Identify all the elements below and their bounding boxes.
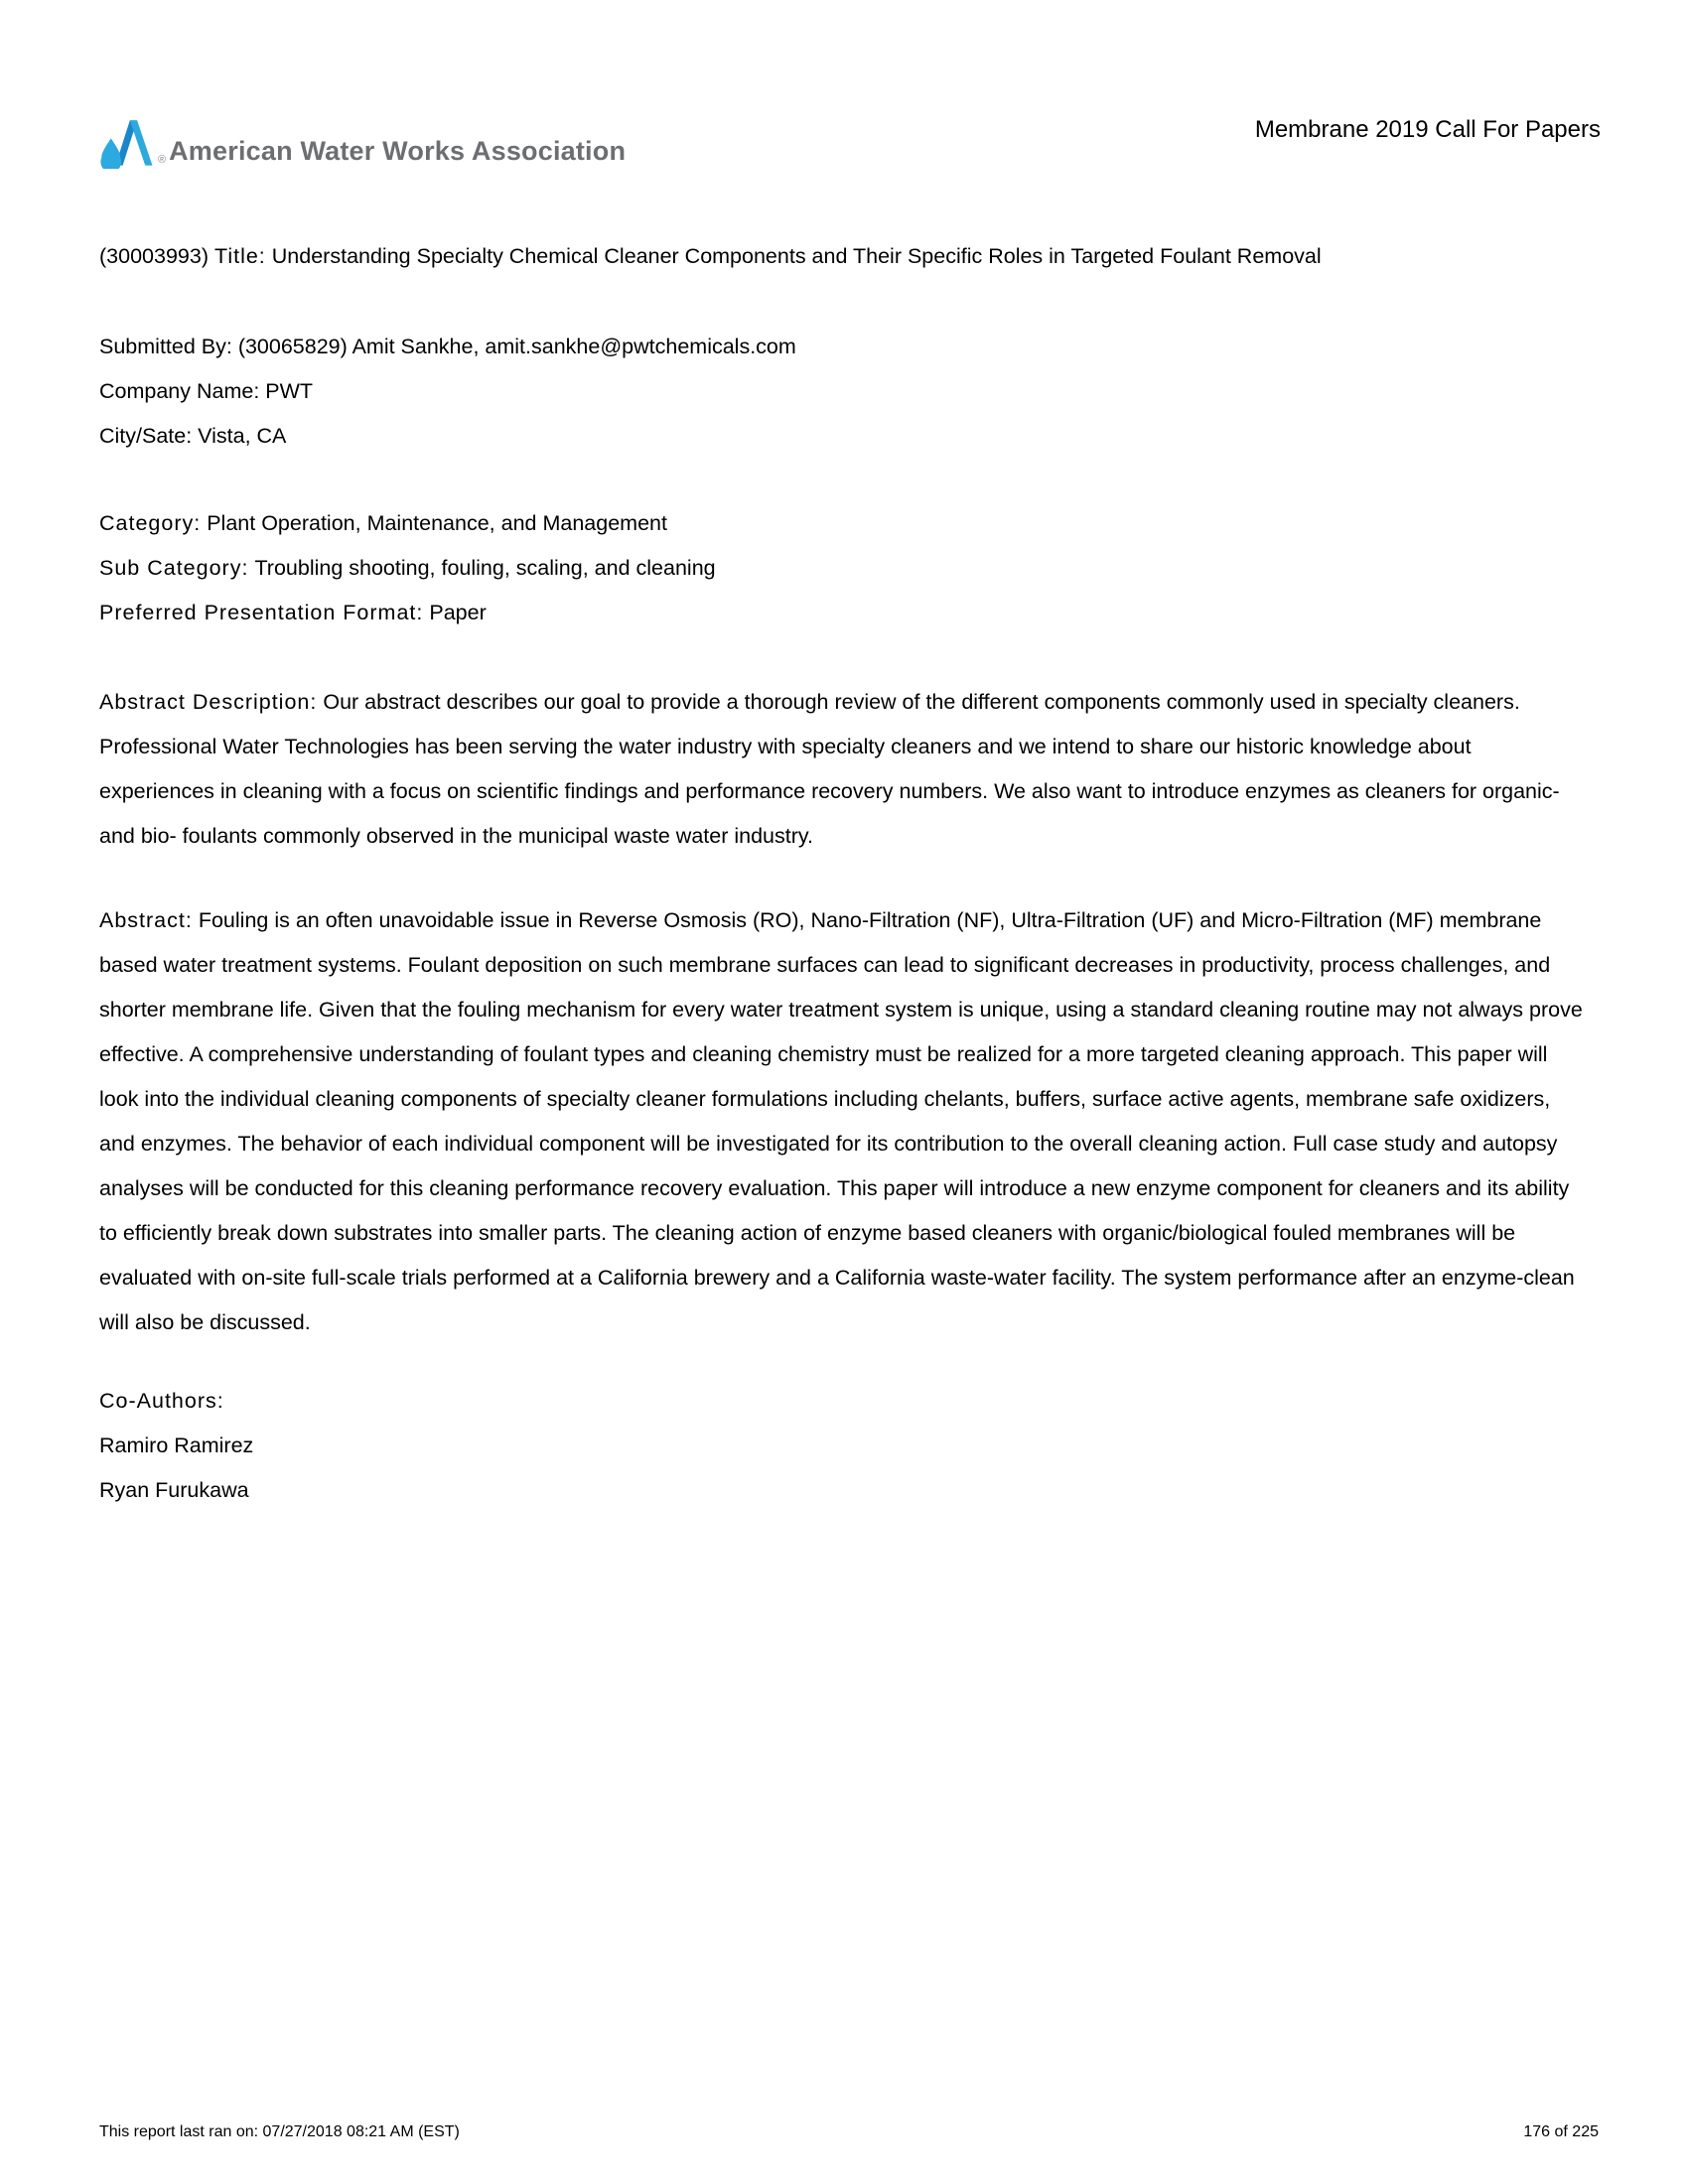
category-label: Category: <box>99 511 202 535</box>
category-line <box>99 501 716 546</box>
title-value: Understanding Specialty Chemical Cleaner Components and Their Specific Roles in Targeted Foulant Removal <box>271 244 1322 268</box>
report-title: Membrane 2019 Call For Papers <box>1254 116 1601 143</box>
category-block <box>99 501 716 635</box>
city-state-line: City/Sate: Vista, CA <box>99 424 287 448</box>
abstract-description-text: Our abstract describes our goal to provide a thorough review of the different components commonly used in specialty cleaners. Professional Water Technologies has been serving the water industry with specialty cleaners and we intend to share our historic knowledge about experiences in cleaning with a focus on scientific findings and performance recovery numbers. We also want to introduce enzymes as cleaners for organic- and bio- foulants commonly observed in the municipal waste water industry. <box>99 690 1560 848</box>
submitted-by-line: Submitted By: (30065829) Amit Sankhe, amit.sankhe@pwtchemicals.com <box>99 335 796 358</box>
abstract-description-label: Abstract Description: <box>99 690 318 714</box>
registered-mark: ® <box>158 154 167 166</box>
sub-category-value: Troubling shooting, fouling, scaling, and cleaning <box>254 556 716 580</box>
awwa-drop-icon <box>99 115 157 169</box>
footer-page-indicator: 176 of 225 <box>1523 2123 1599 2140</box>
co-author-name: Ramiro Ramirez <box>99 1433 254 1457</box>
preferred-format-value: Paper <box>429 601 487 624</box>
sub-category-label: Sub Category: <box>99 556 249 580</box>
co-authors-block <box>99 1379 253 1513</box>
preferred-format-line <box>99 591 716 635</box>
abstract-description-paragraph <box>99 680 1589 859</box>
submitter-block <box>99 325 796 459</box>
sub-category-line <box>99 546 716 591</box>
abstract-paragraph <box>99 898 1589 1345</box>
co-author-name: Ryan Furukawa <box>99 1478 249 1502</box>
title-label: Title: <box>213 244 266 268</box>
abstract-label: Abstract: <box>99 908 193 932</box>
footer-last-ran: This report last ran on: 07/27/2018 08:21 AM (EST) <box>99 2123 460 2140</box>
company-name-line: Company Name: PWT <box>99 379 314 403</box>
page-footer <box>99 2123 1599 2141</box>
abstract-text: Fouling is an often unavoidable issue in Reverse Osmosis (RO), Nano-Filtration (NF), Ultra-Filtration (UF) and Micro-Filtration (MF) membrane based water treatment systems. Foulant deposition on such membrane surfaces can lead to significant decreases in productivity, process challenges, and shorter membrane life. Given that the fouling mechanism for every water treatment system is unique, using a standard cleaning routine may not always prove effective. A comprehensive understanding of foulant types and cleaning chemistry must be realized for a more targeted cleaning approach. This paper will look into the individual cleaning components of specialty cleaner formulations including chelants, buffers, surface active agents, membrane safe oxidizers, and enzymes. The behavior of each individual component will be investigated for its contribution to the overall cleaning action. Full case study and autopsy analyses will be conducted for this cleaning performance recovery evaluation. This paper will introduce a new enzyme component for cleaners and its ability to efficiently break down substrates into smaller parts. The cleaning action of enzyme based cleaners with organic/biological fouled membranes will be evaluated with on-site full-scale trials performed at a California brewery and a California waste-water facility. The system performance after an enzyme-clean will also be discussed. <box>99 908 1583 1334</box>
preferred-format-label: Preferred Presentation Format: <box>99 601 424 624</box>
awwa-logo <box>99 115 626 169</box>
org-name: American Water Works Association <box>169 136 627 166</box>
record-id: (30003993) <box>99 244 209 268</box>
co-authors-label: Co-Authors: <box>99 1389 224 1413</box>
category-value: Plant Operation, Maintenance, and Management <box>207 511 667 535</box>
abstract-title-line <box>99 241 1322 271</box>
